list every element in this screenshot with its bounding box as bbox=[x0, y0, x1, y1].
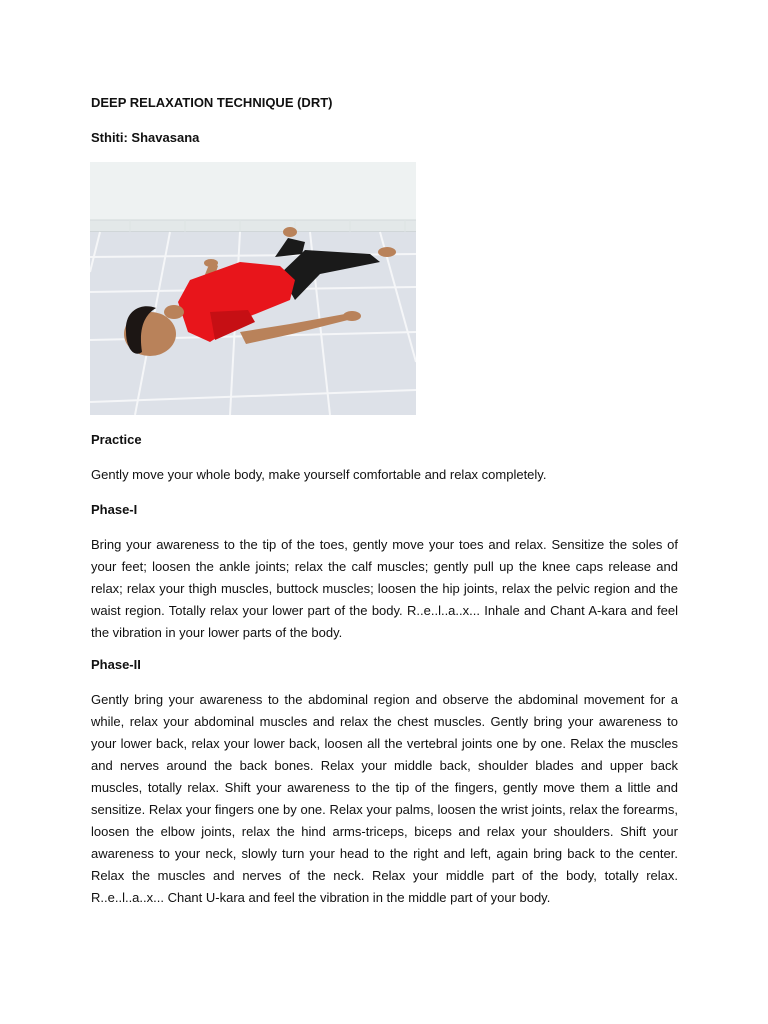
document-title: DEEP RELAXATION TECHNIQUE (DRT) bbox=[91, 95, 333, 110]
practice-text: Gently move your whole body, make yourself comfortable and relax completely. bbox=[91, 467, 547, 482]
shavasana-photo bbox=[90, 162, 416, 415]
practice-heading: Practice bbox=[91, 432, 142, 447]
phase1-text: Bring your awareness to the tip of the toes, gently move your toes and relax. Sensitize the soles of your feet; loosen the ankle joints; relax the calf muscles; gently pull up the knee caps release and relax; relax your thigh muscles, buttock muscles; loosen the hip joints, relax the pelvic region and the waist region. Totally relax your lower part of the body. R..e..l..a..x... Inhale and Chant A-kara and feel the vibration in your lower parts of the body. bbox=[91, 537, 678, 640]
phase2-text: Gently bring your awareness to the abdominal region and observe the abdominal movement for a while, relax your abdominal muscles and relax the chest muscles. Gently bring your awareness to your lower back, relax your lower back, loosen all the vertebral joints one by one. Relax the muscles and nerves around the back bones. Relax your middle back, shoulder blades and upper back muscles, totally relax. Shift your awareness to the tip of the fingers, gently move them a little and sensitize. Relax your fingers one by one. Relax your palms, loosen the wrist joints, relax the forearms, loosen the elbow joints, relax the hind arms-triceps, biceps and relax your shoulders. Shift your awareness to your neck, slowly turn your head to the right and left, again bring back to the center. Relax the muscles and nerves of the neck. Relax your middle part of the body, totally relax. R..e..l..a..x... Chant U-kara and feel the vibration in the middle part of your body. bbox=[91, 692, 678, 905]
sthiti-heading: Sthiti: Shavasana bbox=[91, 130, 200, 145]
phase1-heading: Phase-I bbox=[91, 502, 138, 517]
phase2-heading: Phase-II bbox=[91, 657, 141, 672]
